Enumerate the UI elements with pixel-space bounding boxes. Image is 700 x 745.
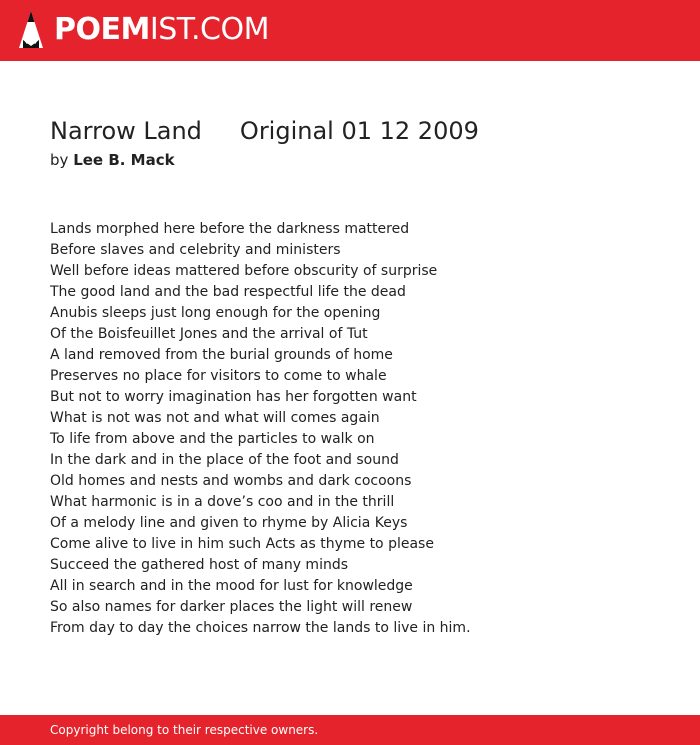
poem-line: From day to day the choices narrow the lands to live in him. bbox=[50, 620, 471, 636]
poem-line: Before slaves and celebrity and ministers bbox=[50, 242, 341, 258]
logo-light-text: IST.COM bbox=[149, 12, 269, 47]
poem-line: The good land and the bad respectful life the dead bbox=[50, 284, 406, 300]
copyright-text: Copyright belong to their respective owners. bbox=[50, 723, 319, 737]
site-footer bbox=[0, 715, 700, 745]
site-header bbox=[0, 0, 700, 61]
poem-line: In the dark and in the place of the foot and sound bbox=[50, 452, 399, 468]
poem-line: So also names for darker places the light will renew bbox=[50, 599, 413, 615]
poem-line: Old homes and nests and wombs and dark cocoons bbox=[50, 473, 412, 489]
poem-title: Narrow Land bbox=[50, 117, 202, 145]
poem-body bbox=[50, 219, 670, 639]
poem-line: But not to worry imagination has her forgotten want bbox=[50, 389, 417, 405]
site-logo[interactable] bbox=[18, 10, 269, 50]
poem-line: All in search and in the mood for lust for knowledge bbox=[50, 578, 413, 594]
pencil-tip-icon bbox=[18, 10, 44, 50]
logo-bold-text: POEM bbox=[54, 12, 150, 47]
poem-line: Well before ideas mattered before obscurity of surprise bbox=[50, 263, 438, 279]
poem-title-row bbox=[50, 116, 479, 146]
poem-line: Of a melody line and given to rhyme by Alicia Keys bbox=[50, 515, 408, 531]
poem-line: Come alive to live in him such Acts as thyme to please bbox=[50, 536, 434, 552]
poem-byline bbox=[50, 150, 175, 170]
poem-line: Lands morphed here before the darkness mattered bbox=[50, 221, 410, 237]
poem-line: What harmonic is in a dove’s coo and in the thrill bbox=[50, 494, 395, 510]
by-label: by bbox=[50, 151, 69, 169]
poem-line: Of the Boisfeuillet Jones and the arrival of Tut bbox=[50, 326, 368, 342]
poem-line: Succeed the gathered host of many minds bbox=[50, 557, 349, 573]
poem-line: To life from above and the particles to walk on bbox=[50, 431, 375, 447]
poem-author[interactable]: Lee B. Mack bbox=[73, 151, 175, 169]
poem-line: Preserves no place for visitors to come to whale bbox=[50, 368, 387, 384]
poem-line: Anubis sleeps just long enough for the opening bbox=[50, 305, 381, 321]
poem-subtitle: Original 01 12 2009 bbox=[239, 117, 479, 145]
site-wordmark bbox=[54, 10, 269, 50]
poem-line: A land removed from the burial grounds of home bbox=[50, 347, 393, 363]
poem-line: What is not was not and what will comes again bbox=[50, 410, 380, 426]
